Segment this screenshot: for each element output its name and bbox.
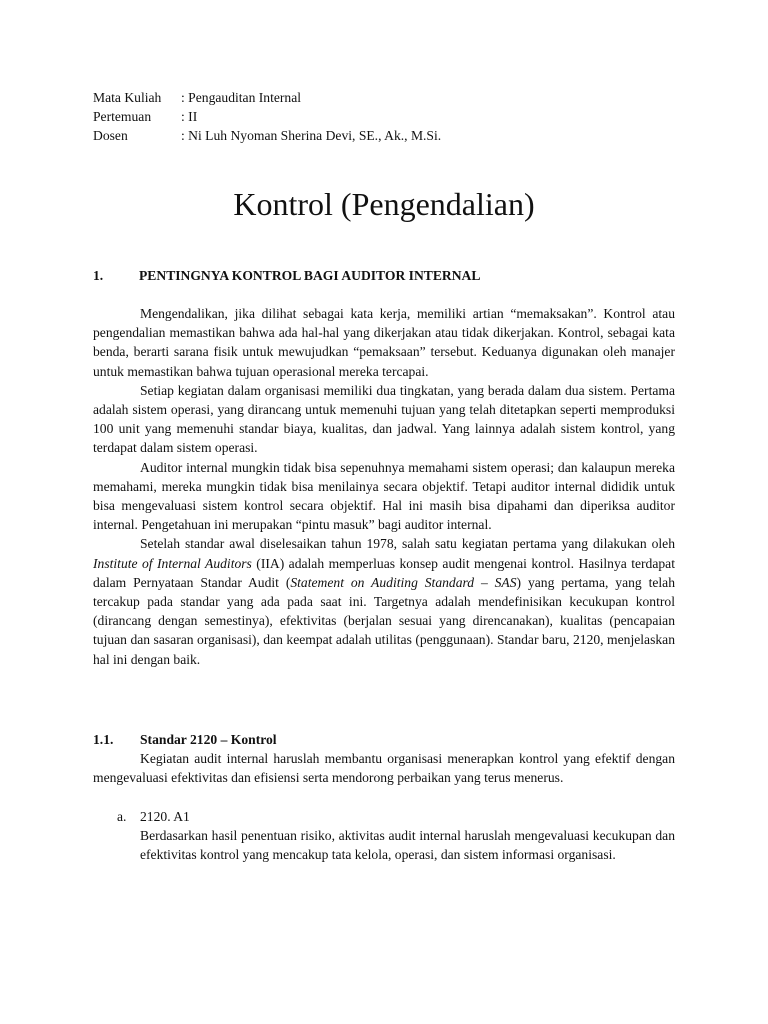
paragraph-4 — [93, 534, 675, 668]
paragraph-5: Kegiatan audit internal haruslah membantu organisasi menerapkan kontrol yang efektif dengan mengevaluasi efektivitas dan efisiensi serta mendorong perbaikan yang terus menerus. — [93, 751, 675, 786]
section-1-number: 1. — [93, 268, 104, 283]
meeting-label: Pertemuan — [93, 109, 152, 125]
course-info — [93, 88, 441, 146]
paragraph-4-part-a: Setelah standar awal diselesaikan tahun 1978, salah satu kegiatan pertama yang dilakukan oleh — [140, 536, 675, 552]
section-1-1-number: 1.1. — [93, 732, 114, 747]
list-item-body: Berdasarkan hasil penentuan risiko, aktivitas audit internal haruslah mengevaluasi kecukupan dan efektivitas kontrol yang mencakup tata kelola, operasi, dan sistem informasi organisasi. — [140, 828, 675, 863]
section-1-title: PENTINGNYA KONTROL BAGI AUDITOR INTERNAL — [139, 268, 481, 283]
section-1-1-heading — [93, 730, 277, 749]
lecturer-value: : Ni Luh Nyoman Sherina Devi, SE., Ak., M.Si. — [181, 128, 442, 144]
section-1-body — [93, 304, 675, 669]
section-1-heading — [93, 266, 480, 285]
paragraph-4-part-e: ) yang pertama, yang telah tercakup pada standar yang ada pada saat ini. Targetnya adalah mendefinisikan kecukupan kontrol (dirancang dengan semestinya), efektivitas (berjalan sesuai yang direncanakan), kualitas (pencapaian tujuan dan sasaran organisasi), dan keempat adalah utilitas (penggunaan). Standar baru, 2120, menjelaskan hal ini dengan baik. — [93, 574, 676, 667]
paragraph-3: Auditor internal mungkin tidak bisa sepenuhnya memahami sistem operasi; dan kalaupun mereka memahami, mereka mungkin tidak bisa menilainya secara objektif. Tetapi auditor internal dididik untuk bisa mengevaluasi sistem kontrol secara objektif. Hal ini masih bisa dipahami dan diperiksa auditor internal. Pengetahuan ini merupakan “pintu masuk” bagi auditor internal. — [93, 459, 675, 533]
course-row — [93, 88, 441, 107]
sas-name: Statement on Auditing Standard – SAS — [290, 574, 517, 590]
course-value: : Pengauditan Internal — [181, 90, 302, 105]
meeting-row — [93, 107, 441, 126]
course-label: Mata Kuliah — [93, 90, 162, 105]
list-item-letter: a. — [117, 809, 127, 824]
list-item-title: 2120. A1 — [140, 809, 190, 824]
list-item-a — [117, 807, 190, 826]
lecturer-row — [93, 126, 441, 145]
lecturer-label: Dosen — [93, 128, 128, 144]
iia-name: Institute of Internal Auditors — [93, 555, 252, 571]
paragraph-1: Mengendalikan, jika dilihat sebagai kata kerja, memiliki artian “memaksakan”. Kontrol atau pengendalian memastikan bahwa ada hal-hal yang dikerjakan atau tidak dikerjakan. Kontrol, sebagai kata benda, berarti sarana fisik untuk mewujudkan “pemaksaan” tersebut. Keduanya digunakan oleh manajer untuk memastikan bahwa tujuan operasional mereka tercapai. — [93, 306, 675, 379]
paragraph-4-part-c: (IIA) adalah memperluas konsep audit mengenai kontrol. Hasilnya terdapat dalam Pernyataan Standar Audit ( — [93, 555, 675, 590]
section-1-1-title: Standar 2120 – Kontrol — [140, 732, 277, 747]
paragraph-2: Setiap kegiatan dalam organisasi memiliki dua tingkatan, yang berada dalam dua sistem. Pertama adalah sistem operasi, yang dirancang untuk memenuhi tujuan yang telah ditetapkan seperti memproduksi 100 unit yang memenuhi standar biaya, kualitas, dan jadwal. Yang lainnya adalah sistem kontrol, yang terdapat dalam sistem operasi. — [93, 382, 675, 456]
section-1-1-body — [93, 749, 675, 787]
meeting-value: : II — [181, 109, 198, 125]
page-title: Kontrol (Pengendalian) — [233, 186, 535, 222]
